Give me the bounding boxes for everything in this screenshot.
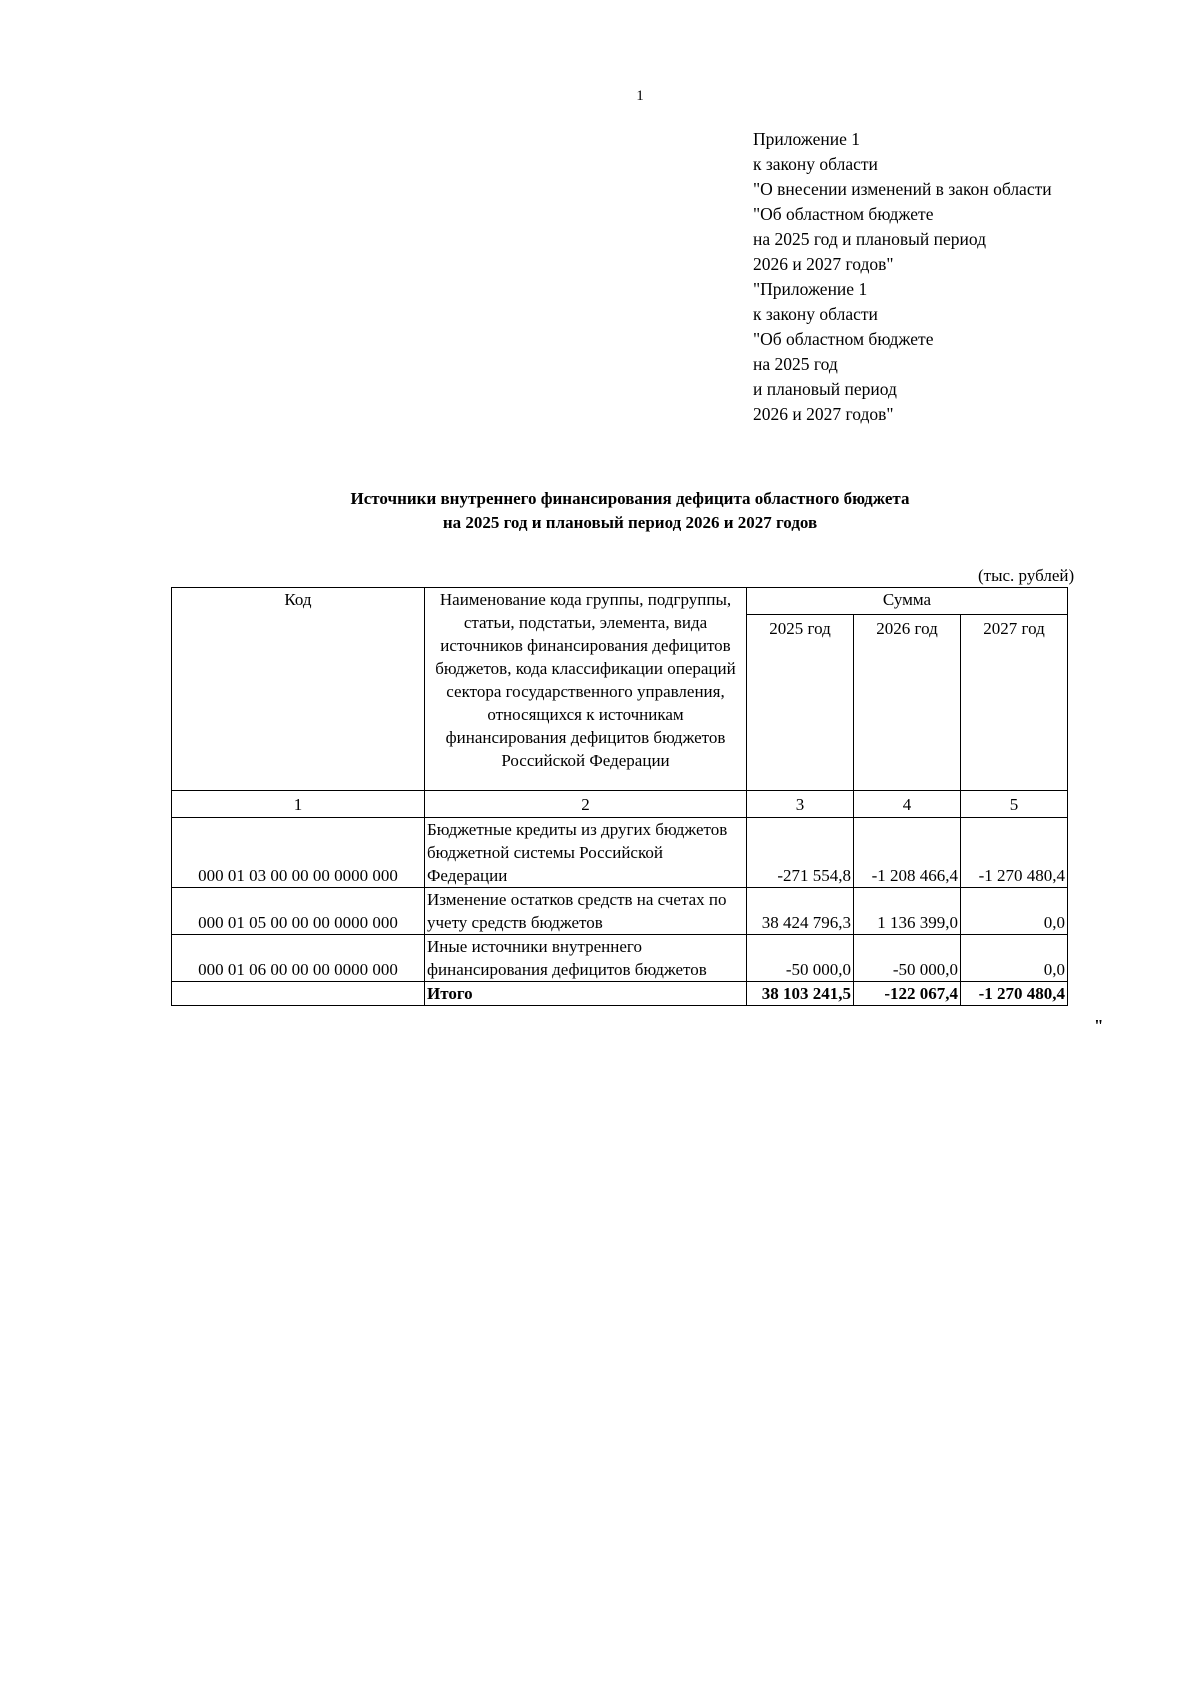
appendix-line: к закону области <box>753 304 878 324</box>
column-number: 5 <box>961 791 1068 818</box>
header-year-2025: 2025 год <box>747 615 854 791</box>
header-name: Наименование кода группы, подгруппы, статьи, подстатьи, элемента, вида источников финансирования дефицитов бюджетов, кода классификации операций сектора государственного управления, относящихся к источникам финансирования дефицитов бюджетов Российской Федерации <box>425 588 747 791</box>
column-number: 3 <box>747 791 854 818</box>
appendix-line: и плановый период <box>753 379 897 399</box>
row-value-2025: 38 424 796,3 <box>747 888 854 935</box>
table-row <box>172 935 1068 982</box>
column-numbers-row <box>172 791 1068 818</box>
document-title <box>300 487 960 535</box>
row-code: 000 01 03 00 00 00 0000 000 <box>172 818 425 888</box>
appendix-line: на 2025 год и плановый период <box>753 229 987 249</box>
closing-quote: " <box>1094 1016 1104 1035</box>
appendix-line: "Приложение 1 <box>753 279 868 299</box>
row-name: Бюджетные кредиты из других бюджетов бюджетной системы Российской Федерации <box>425 818 747 888</box>
row-value-2025: -50 000,0 <box>747 935 854 982</box>
header-code: Код <box>172 588 425 791</box>
total-value-2026: -122 067,4 <box>854 982 961 1006</box>
row-value-2026: -50 000,0 <box>854 935 961 982</box>
row-value-2027: 0,0 <box>961 935 1068 982</box>
column-number: 4 <box>854 791 961 818</box>
units-label: (тыс. рублей) <box>978 566 1075 585</box>
total-value-2027: -1 270 480,4 <box>961 982 1068 1006</box>
title-line-2: на 2025 год и плановый период 2026 и 2027 годов <box>442 513 818 532</box>
appendix-line: Приложение 1 <box>753 129 861 149</box>
row-name: Иные источники внутреннего финансирования дефицитов бюджетов <box>425 935 747 982</box>
table-header-row <box>172 588 1068 615</box>
header-year-2026: 2026 год <box>854 615 961 791</box>
title-line-1: Источники внутреннего финансирования дефицита областного бюджета <box>350 489 910 508</box>
appendix-line: на 2025 год <box>753 354 838 374</box>
appendix-reference-block <box>753 127 1052 427</box>
row-value-2025: -271 554,8 <box>747 818 854 888</box>
appendix-line: "Об областном бюджете <box>753 329 934 349</box>
table-row <box>172 818 1068 888</box>
column-number: 2 <box>425 791 747 818</box>
column-number: 1 <box>172 791 425 818</box>
row-code: 000 01 05 00 00 00 0000 000 <box>172 888 425 935</box>
total-row <box>172 982 1068 1006</box>
appendix-line: 2026 и 2027 годов" <box>753 254 894 274</box>
appendix-line: "Об областном бюджете <box>753 204 934 224</box>
header-sum: Сумма <box>747 588 1068 615</box>
row-value-2027: 0,0 <box>961 888 1068 935</box>
total-label: Итого <box>425 982 747 1006</box>
table-row <box>172 888 1068 935</box>
page-number: 1 <box>636 88 644 104</box>
financing-sources-table <box>171 587 1068 1006</box>
row-value-2026: -1 208 466,4 <box>854 818 961 888</box>
total-value-2025: 38 103 241,5 <box>747 982 854 1006</box>
row-value-2026: 1 136 399,0 <box>854 888 961 935</box>
appendix-line: 2026 и 2027 годов" <box>753 404 894 424</box>
row-name: Изменение остатков средств на счетах по учету средств бюджетов <box>425 888 747 935</box>
total-code-empty <box>172 982 425 1006</box>
appendix-line: "О внесении изменений в закон области <box>753 179 1052 199</box>
appendix-line: к закону области <box>753 154 878 174</box>
header-year-2027: 2027 год <box>961 615 1068 791</box>
row-value-2027: -1 270 480,4 <box>961 818 1068 888</box>
row-code: 000 01 06 00 00 00 0000 000 <box>172 935 425 982</box>
